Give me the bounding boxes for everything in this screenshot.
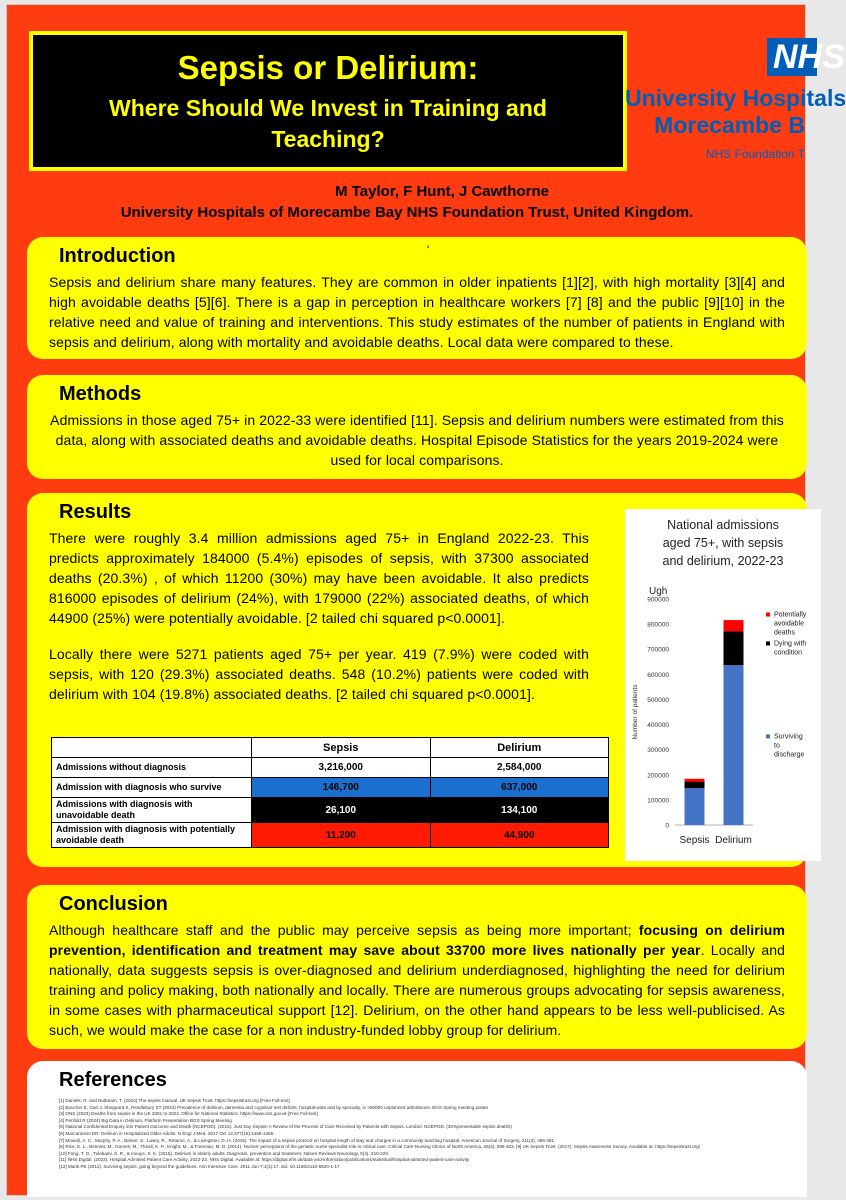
bar-segment — [685, 779, 705, 782]
y-axis-label: Number of patients — [632, 684, 639, 740]
poster-title: Sepsis or Delirium: — [177, 49, 479, 86]
legend-label: Dying with — [774, 640, 807, 648]
bar-segment — [685, 788, 705, 825]
chart-annotation: Ugh — [649, 586, 668, 597]
poster-subtitle: Where Should We Invest in Training and Teaching? — [109, 95, 547, 152]
conclusion-text-start: Although healthcare staff and the public may perceive sepsis as being more important; — [49, 922, 639, 938]
legend-label: Potentially — [774, 611, 807, 619]
authors-block — [7, 181, 807, 223]
introduction-section — [27, 237, 807, 359]
trust-name — [625, 85, 846, 139]
reference-item: [8] Rice, E. L., Bennett, M., Gomes, M., Theall, K. P., Knight, M., & Foreman, M. D. (2014). Nurses' perceptions of the geriatric nurse specialist role in critical care. Critical Care Nursing Clinics of North America, 26(3), 395-403. [9] UK Sepsis Trust. (2017). Sepsis Awareness Survey. Available at: https://sepsistrust.org/ — [59, 1144, 701, 1150]
author-affiliation: University Hospitals of Morecambe Bay NHS Foundation Trust, United Kingdom. — [120, 204, 694, 221]
legend-label: to — [774, 742, 780, 750]
legend-swatch — [766, 734, 770, 738]
chart-panel — [625, 509, 821, 861]
reference-item: [11] NHS Digital. (2023). Hospital Admitted Patient Care Activity, 2022-23. NHS Digital. Available at: https://digital.nhs.uk/data-and-information/publications/statistical/hospital-admitted-patient-care-activity — [59, 1157, 470, 1163]
poster — [6, 4, 846, 1196]
table-row — [52, 823, 609, 848]
table-row — [52, 778, 609, 798]
y-tick-label: 800000 — [647, 621, 669, 629]
col-header-sepsis: Sepsis — [252, 738, 431, 758]
cell-sepsis: 146,700 — [252, 778, 431, 798]
row-label: Admissions without diagnosis — [52, 758, 252, 778]
bar-segment — [724, 665, 744, 825]
reference-item: [10] Fong, T. G., Tulebaev, S. R., & Inouye, S. K. (2015). Delirium in elderly adults: Diagnosis, prevention and treatment. Nature Reviews Neurology, 5(4), 210-220. — [59, 1150, 390, 1156]
methods-text: Admissions in those aged 75+ in 2022-33 were identified [11]. Sepsis and delirium numbers were estimated from this data, along with associated deaths and avoidable deaths. Hospital Episode Statistics for the years 2019-2024 were used for local comparisons. — [50, 412, 784, 468]
reference-item: [7] Mowafi, A. C., Murphy, P. A., Barker, S., Lawry, R., Retamo, A., & Livingston, D. H. (2016). The impact of a sepsis protocol on hospital length of stay and charges in a community teaching hospital. American Journal of Surgery, 211(3), 486-491. — [59, 1137, 556, 1143]
reference-item: [4] Penfold R (2024) Big Data in Delirium, Platform Presentation BGS Spring Meeting — [59, 1117, 232, 1123]
stacked-bar-chart — [625, 509, 821, 861]
y-tick-label: 600000 — [647, 671, 669, 679]
legend-label: avoidable — [774, 620, 804, 628]
legend-swatch — [766, 613, 770, 617]
legend-label: discharge — [774, 751, 805, 759]
results-text — [49, 528, 589, 704]
y-tick-label: 700000 — [647, 646, 669, 654]
cell-delirium: 2,584,000 — [430, 758, 609, 778]
cell-delirium: 134,100 — [430, 798, 609, 823]
row-label: Admission with diagnosis who survive — [52, 778, 252, 798]
table-row — [52, 758, 609, 778]
y-tick-label: 200000 — [647, 772, 669, 780]
results-heading: Results — [59, 501, 132, 523]
x-tick-label: Delirium — [715, 835, 752, 846]
legend-label: Surviving — [774, 733, 803, 741]
y-tick-label: 300000 — [647, 747, 669, 755]
bar-segment — [724, 620, 744, 631]
conclusion-heading: Conclusion — [59, 893, 168, 915]
references-list — [59, 1098, 785, 1171]
trust-name-line1: University Hospitals — [625, 85, 846, 111]
trust-subline: NHS Foundation T — [705, 147, 805, 161]
methods-section — [27, 375, 807, 479]
introduction-text: Sepsis and delirium share many features. They are common in older inpatients [1][2], with high mortality [3][4] and high avoidable deaths [5][6]. There is a gap in perception in healthcare workers [7] [8] and the public [9][10] in the relative need and value of training and interventions. This study estimates of the number of patients in England with sepsis and delirium, along with mortality and avoidable deaths. Local data were compared to these. — [49, 274, 785, 350]
conclusion-text-end: . Locally and nationally, data suggests sepsis is over-diagnosed and delirium underdiagnosed, highlighting the need for delirium training and policy making, both nationally and locally. There are numerous groups advocating for sepsis awareness, in some cases with pharmaceutical support [12]. Delirium, on the other hand appears to be less well-publicised. As such, we would make the case for a non industry-funded lobby group for delirium. — [49, 942, 785, 1038]
y-tick-label: 900000 — [647, 596, 669, 604]
legend-label: deaths — [774, 629, 796, 637]
y-tick-label: 500000 — [647, 696, 669, 704]
chart-title-line: National admissions — [667, 518, 779, 532]
conclusion-key-finding: focusing on delirium prevention, identification and treatment may save about 33700 more lives nationally per year — [49, 922, 786, 958]
table-header-row — [52, 738, 609, 758]
cell-delirium: 637,000 — [430, 778, 609, 798]
cell-delirium: 44,900 — [430, 823, 609, 848]
bar-segment — [724, 631, 744, 665]
reference-item: [5] National Confidential Enquiry into Patient Outcome and Death (NCEPOD). (2015). Just Say Sepsis! A Review of the Process of Care Received by Patients with Sepsis. London: NCEPOD. (30%preventable sepsis deaths) — [59, 1124, 512, 1130]
reference-item: [3] ONS (2023) Deaths from sepsis in the UK 2001 to 2022. Office for National Statistics. https://www.ons.gov.uk [Free Full-text] — [59, 1111, 318, 1117]
col-header-delirium: Delirium — [430, 738, 609, 758]
results-local-text: Locally there were 5271 patients aged 75+ per year. 419 (7.9%) were coded with sepsis, with 120 (29.3%) associated deaths. 548 (10.2%) patients were coded with delirium with 104 (19.8%) associated deaths. [2 tailed chi squared p<0.0001]. — [49, 646, 589, 702]
cell-sepsis: 11,200 — [252, 823, 431, 848]
trust-name-line2: Morecambe B — [654, 112, 805, 138]
methods-heading: Methods — [59, 383, 142, 405]
row-label: Admission with diagnosis with potentially avoidable death — [52, 823, 252, 848]
legend-swatch — [766, 641, 770, 645]
y-tick-label: 0 — [665, 822, 669, 830]
results-table — [51, 737, 609, 848]
row-label: Admissions with diagnosis with unavoidable death — [52, 798, 252, 823]
introduction-heading: Introduction — [59, 245, 176, 267]
chart-title-line: aged 75+, with sepsis — [662, 536, 784, 550]
cell-sepsis: 3,216,000 — [252, 758, 431, 778]
reference-item: [2] Boucher E, Gan J, Sheppard S, Pendlebury ST (2024) Prevalence of delirium, dementia and cognitive test deficits, hospital-wide and by specialty, in >50000 unplanned admissions. BGS Spring meeting poster — [59, 1104, 489, 1110]
table-corner — [52, 738, 252, 758]
table-row — [52, 798, 609, 823]
chart-title-line: and delirium, 2022-23 — [662, 554, 784, 568]
reference-item: [12] Marik PE (2011). Surviving sepsis: going beyond the guidelines. Ann Intensive Care. 2011 Jun 7;1(1):17. doi: 10.1186/2110-5820-1-17 — [59, 1163, 340, 1169]
conclusion-section — [27, 885, 807, 1049]
y-tick-label: 400000 — [647, 722, 669, 730]
reference-item: [1] Daniels, R. and Nutbeam, T. (2024) The sepsis manual. UK Sepsis Trust. https://sepsistrust.org [Free Full-text] — [59, 1098, 290, 1103]
references-section — [27, 1061, 807, 1197]
cell-sepsis: 26,100 — [252, 798, 431, 823]
intro-tick-mark: ' — [427, 243, 430, 257]
title-box — [29, 31, 627, 171]
legend-label: condition — [774, 649, 803, 657]
results-national-text: There were roughly 3.4 million admissions aged 75+ in England 2022-23. This predicts approximately 184000 (5.4%) episodes of sepsis, with 37300 associated deaths (20.3%) , of which 11200 (30%) may have been avoidable. It also predicts 816000 episodes of delirium (24%), with 179000 (22%) associated deaths, of which 44900 (25%) were potentially avoidable. [2 tailed chi squared p<0.0001]. — [49, 530, 589, 626]
x-tick-label: Sepsis — [679, 835, 710, 846]
y-tick-label: 100000 — [647, 797, 669, 805]
nhs-logo: NHS — [767, 38, 817, 76]
author-names: M Taylor, F Hunt, J Cawthorne — [335, 183, 549, 200]
reference-item: [6] Marcantonio ER. Delirium in Hospitalized Older Adults. N Engl J Med. 2017 Oct 12;377(15):1456-1466. — [59, 1130, 275, 1136]
results-section — [27, 493, 807, 867]
references-heading: References — [59, 1069, 167, 1091]
conclusion-text — [49, 920, 785, 1040]
bar-segment — [685, 782, 705, 789]
